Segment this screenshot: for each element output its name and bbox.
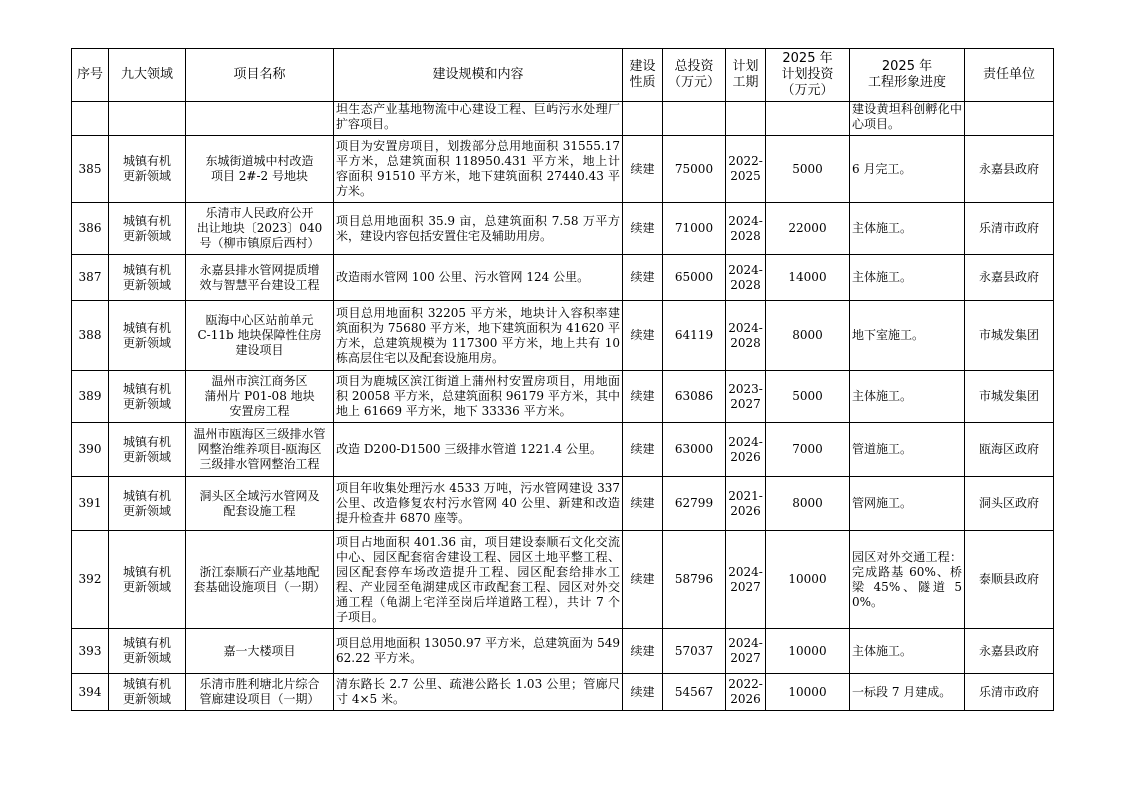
cell-unit: 乐清市政府 (965, 203, 1054, 255)
cell-nature: 续建 (623, 531, 663, 629)
cell-total: 62799 (663, 477, 726, 531)
cell-name: 温州市瓯海区三级排水管 网整治维养项目-瓯海区 三级排水管网整治工程 (186, 423, 334, 477)
cell-index: 392 (72, 531, 109, 629)
cell-period: 2022- 2026 (726, 674, 766, 711)
cell-plan2025: 10000 (766, 674, 850, 711)
header-unit: 责任单位 (965, 49, 1054, 102)
cell-scope: 改造雨水管网 100 公里、污水管网 124 公里。 (334, 255, 623, 301)
cell-total: 58796 (663, 531, 726, 629)
cell-progress: 地下室施工。 (850, 301, 965, 371)
cell-unit: 永嘉县政府 (965, 255, 1054, 301)
cell-name: 温州市滨江商务区 蒲州片 P01-08 地块 安置房工程 (186, 371, 334, 423)
cell-scope: 项目占地面积 401.36 亩，项目建设泰顺石文化交流中心、园区配套宿舍建设工程、园区土地平整工程、园区配套停车场改造提升工程、园区配套给排水工程、产业园至龟湖建成区市政配套工程、园区对外交通工程（龟湖上宅洋至岗后垟道路工程），共计 7 个子项目。 (334, 531, 623, 629)
cell-unit: 泰顺县政府 (965, 531, 1054, 629)
cell-name: 浙江泰顺石产业基地配 套基础设施项目（一期） (186, 531, 334, 629)
table-row (72, 531, 1054, 629)
header-progress2025: 2025 年 工程形象进度 (850, 49, 965, 102)
cell-nature: 续建 (623, 136, 663, 203)
table-row (72, 674, 1054, 711)
cell-total: 75000 (663, 136, 726, 203)
cell-domain: 城镇有机 更新领域 (109, 477, 186, 531)
cell-scope: 改造 D200-D1500 三级排水管道 1221.4 公里。 (334, 423, 623, 477)
cell-index: 386 (72, 203, 109, 255)
cell-unit: 洞头区政府 (965, 477, 1054, 531)
cell-nature: 续建 (623, 301, 663, 371)
cell-total: 54567 (663, 674, 726, 711)
cell-scope: 坦生态产业基地物流中心建设工程、巨屿污水处理厂扩容项目。 (334, 102, 623, 136)
cell-total: 63086 (663, 371, 726, 423)
cell-domain: 城镇有机 更新领域 (109, 255, 186, 301)
cell-index: 385 (72, 136, 109, 203)
cell-progress: 园区对外交通工程：完成路基 60%、桥梁 45%、隧道 50%。 (850, 531, 965, 629)
cell-period: 2024- 2028 (726, 255, 766, 301)
cell-domain: 城镇有机 更新领域 (109, 629, 186, 674)
cell-index: 389 (72, 371, 109, 423)
cell-index: 388 (72, 301, 109, 371)
table-row (72, 301, 1054, 371)
cell-unit: 乐清市政府 (965, 674, 1054, 711)
cell-nature: 续建 (623, 674, 663, 711)
cell-name: 东城街道城中村改造 项目 2#-2 号地块 (186, 136, 334, 203)
table-row (72, 203, 1054, 255)
cell-period: 2024- 2028 (726, 301, 766, 371)
cell-nature: 续建 (623, 629, 663, 674)
cell-domain: 城镇有机 更新领域 (109, 136, 186, 203)
cell-domain: 城镇有机 更新领域 (109, 423, 186, 477)
cell-nature: 续建 (623, 477, 663, 531)
cell-scope: 项目总用地面积 32205 平方米，地块计入容积率建筑面积为 75680 平方米，地下建筑面积为 41620 平方米，总建筑规模为 117300 平方米，地上共有 10 栋高层住宅以及配套设施用房。 (334, 301, 623, 371)
table-header-row (72, 49, 1054, 102)
cell-name: 乐清市胜利塘北片综合 管廊建设项目（一期） (186, 674, 334, 711)
cell-scope: 项目年收集处理污水 4533 万吨，污水管网建设 337 公里、改造修复农村污水管网 40 公里、新建和改造提升检查井 6870 座等。 (334, 477, 623, 531)
cell-index: 390 (72, 423, 109, 477)
cell-domain: 城镇有机 更新领域 (109, 674, 186, 711)
cell-nature: 续建 (623, 255, 663, 301)
cell-scope: 项目为鹿城区滨江街道上蒲州村安置房项目，用地面积 20058 平方米，总建筑面积 96179 平方米，其中地上 61669 平方米，地下 33336 平方米。 (334, 371, 623, 423)
cell-progress: 主体施工。 (850, 203, 965, 255)
cell-progress: 管网施工。 (850, 477, 965, 531)
cell-progress: 管道施工。 (850, 423, 965, 477)
table-row-continuation (72, 102, 1054, 136)
cell-domain: 城镇有机 更新领域 (109, 203, 186, 255)
cell-progress: 建设黄坦科创孵化中心项目。 (850, 102, 965, 136)
cell-progress: 一标段 7 月建成。 (850, 674, 965, 711)
cell-plan2025: 10000 (766, 629, 850, 674)
cell-index: 394 (72, 674, 109, 711)
header-nature: 建设 性质 (623, 49, 663, 102)
cell-nature: 续建 (623, 423, 663, 477)
header-plan2025: 2025 年 计划投资 （万元） (766, 49, 850, 102)
cell-plan2025: 22000 (766, 203, 850, 255)
header-total: 总投资 （万元） (663, 49, 726, 102)
cell-index: 393 (72, 629, 109, 674)
cell-plan2025: 10000 (766, 531, 850, 629)
cell-scope: 清东路长 2.7 公里、疏港公路长 1.03 公里；管廊尺寸 4×5 米。 (334, 674, 623, 711)
cell-period: 2024- 2027 (726, 531, 766, 629)
header-period: 计划 工期 (726, 49, 766, 102)
cell-unit: 瓯海区政府 (965, 423, 1054, 477)
cell-progress: 主体施工。 (850, 371, 965, 423)
cell-plan2025: 8000 (766, 477, 850, 531)
cell-scope: 项目为安置房项目，划拨部分总用地面积 31555.17 平方米，总建筑面积 118950.431 平方米，地上计容面积 91510 平方米，地下建筑面积 27440.43 平方米。 (334, 136, 623, 203)
header-scope: 建设规模和内容 (334, 49, 623, 102)
cell-plan2025: 8000 (766, 301, 850, 371)
cell-name: 瓯海中心区站前单元 C-11b 地块保障性住房 建设项目 (186, 301, 334, 371)
table-row (72, 423, 1054, 477)
table-row (72, 371, 1054, 423)
cell-name: 乐清市人民政府公开 出让地块〔2023〕040 号（柳市镇原后西村） (186, 203, 334, 255)
project-table (71, 48, 1054, 711)
cell-scope: 项目总用地面积 35.9 亩，总建筑面积 7.58 万平方米，建设内容包括安置住宅及辅助用房。 (334, 203, 623, 255)
cell-period: 2023- 2027 (726, 371, 766, 423)
cell-plan2025: 14000 (766, 255, 850, 301)
cell-period: 2024- 2028 (726, 203, 766, 255)
cell-total: 65000 (663, 255, 726, 301)
cell-domain: 城镇有机 更新领域 (109, 371, 186, 423)
cell-scope: 项目总用地面积 13050.97 平方米，总建筑面为 54962.22 平方米。 (334, 629, 623, 674)
cell-total: 71000 (663, 203, 726, 255)
cell-period: 2024- 2026 (726, 423, 766, 477)
table-row (72, 255, 1054, 301)
cell-nature: 续建 (623, 371, 663, 423)
cell-nature: 续建 (623, 203, 663, 255)
header-name: 项目名称 (186, 49, 334, 102)
cell-name: 洞头区全域污水管网及 配套设施工程 (186, 477, 334, 531)
cell-total: 63000 (663, 423, 726, 477)
cell-name: 嘉一大楼项目 (186, 629, 334, 674)
cell-domain: 城镇有机 更新领域 (109, 301, 186, 371)
cell-plan2025: 5000 (766, 136, 850, 203)
cell-index: 391 (72, 477, 109, 531)
cell-plan2025: 5000 (766, 371, 850, 423)
header-index: 序号 (72, 49, 109, 102)
table-row (72, 136, 1054, 203)
cell-progress: 6 月完工。 (850, 136, 965, 203)
cell-period: 2021- 2026 (726, 477, 766, 531)
table-row (72, 477, 1054, 531)
cell-plan2025: 7000 (766, 423, 850, 477)
cell-index: 387 (72, 255, 109, 301)
cell-unit: 永嘉县政府 (965, 136, 1054, 203)
header-domain: 九大领域 (109, 49, 186, 102)
cell-total: 57037 (663, 629, 726, 674)
cell-progress: 主体施工。 (850, 629, 965, 674)
cell-unit: 永嘉县政府 (965, 629, 1054, 674)
cell-period: 2022- 2025 (726, 136, 766, 203)
cell-total: 64119 (663, 301, 726, 371)
cell-domain: 城镇有机 更新领域 (109, 531, 186, 629)
cell-progress: 主体施工。 (850, 255, 965, 301)
table-row (72, 629, 1054, 674)
cell-period: 2024- 2027 (726, 629, 766, 674)
cell-name: 永嘉县排水管网提质增 效与智慧平台建设工程 (186, 255, 334, 301)
cell-unit: 市城发集团 (965, 301, 1054, 371)
cell-unit: 市城发集团 (965, 371, 1054, 423)
